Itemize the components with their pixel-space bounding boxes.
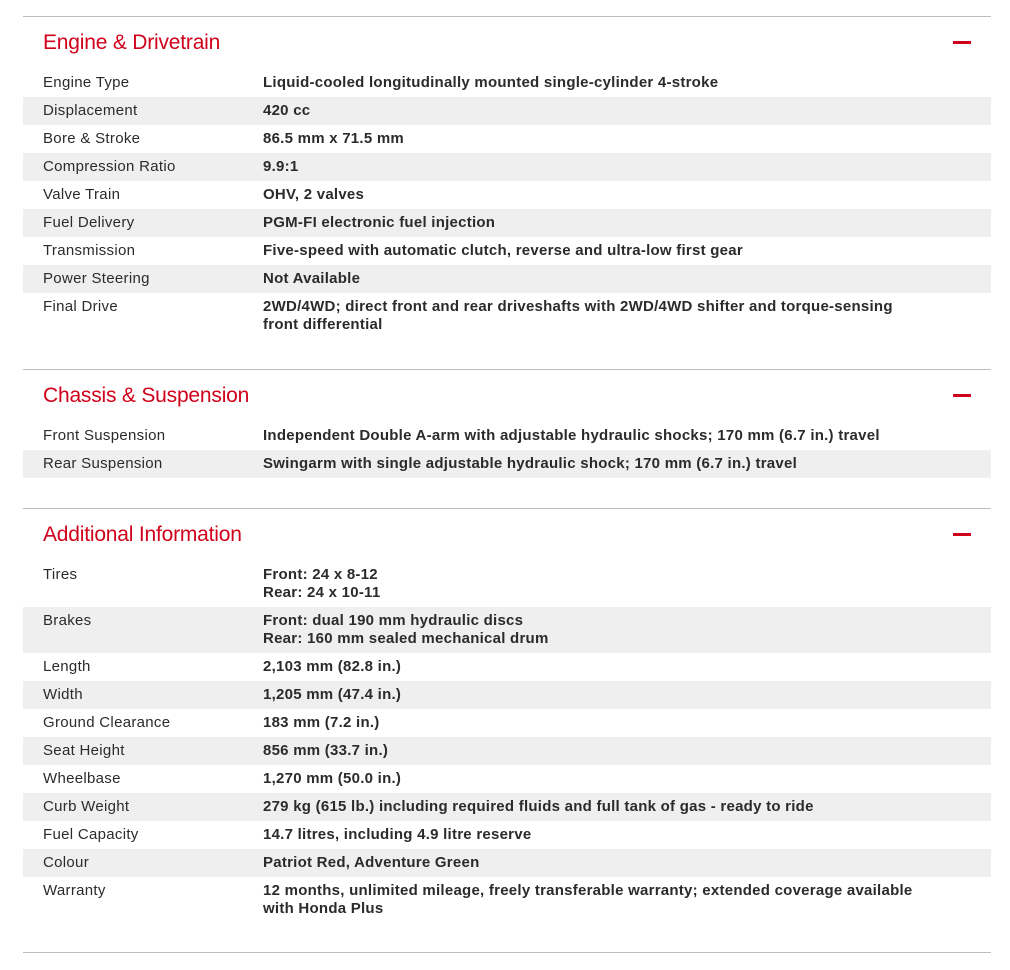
spec-value bbox=[263, 242, 991, 260]
collapse-button[interactable] bbox=[953, 386, 971, 406]
spec-value-line: Not Available bbox=[263, 270, 361, 287]
spec-table bbox=[23, 69, 991, 339]
section-additional-information bbox=[23, 508, 991, 923]
spec-value-line: 2WD/4WD; direct front and rear driveshafts with 2WD/4WD shifter and torque-sensing bbox=[263, 298, 893, 315]
spec-row bbox=[23, 125, 991, 153]
spec-value bbox=[263, 714, 991, 732]
spec-row bbox=[23, 181, 991, 209]
spec-label: Fuel Capacity bbox=[43, 826, 139, 843]
spec-row bbox=[23, 237, 991, 265]
spec-label: Colour bbox=[43, 854, 89, 871]
spec-value-line: Rear: 160 mm sealed mechanical drum bbox=[263, 630, 549, 647]
spec-label: Fuel Delivery bbox=[43, 214, 135, 231]
spec-value bbox=[263, 270, 991, 288]
spec-value-line: 2,103 mm (82.8 in.) bbox=[263, 658, 402, 675]
spec-value bbox=[263, 214, 991, 232]
spec-label: Width bbox=[43, 686, 83, 703]
spec-row bbox=[23, 877, 991, 923]
spec-value bbox=[263, 566, 991, 602]
spec-label: Engine Type bbox=[43, 74, 130, 91]
divider bbox=[23, 952, 991, 953]
collapse-button[interactable] bbox=[953, 525, 971, 545]
spec-value-line: Patriot Red, Adventure Green bbox=[263, 854, 480, 871]
spec-label: Front Suspension bbox=[43, 427, 166, 444]
spec-row bbox=[23, 561, 991, 607]
spec-value-line: Front: 24 x 8-12 bbox=[263, 566, 378, 583]
spec-value-line: Front: dual 190 mm hydraulic discs bbox=[263, 612, 524, 629]
spec-row bbox=[23, 681, 991, 709]
spec-label: Ground Clearance bbox=[43, 714, 171, 731]
section-header[interactable] bbox=[23, 509, 991, 561]
spec-row bbox=[23, 793, 991, 821]
spec-value-line: Liquid-cooled longitudinally mounted single-cylinder 4-stroke bbox=[263, 74, 719, 91]
spec-value-line: 1,270 mm (50.0 in.) bbox=[263, 770, 402, 787]
spec-value-line: 183 mm (7.2 in.) bbox=[263, 714, 380, 731]
spec-row bbox=[23, 607, 991, 653]
spec-value-line: 856 mm (33.7 in.) bbox=[263, 742, 389, 759]
section-title: Additional Information bbox=[43, 523, 242, 546]
spec-value-line: OHV, 2 valves bbox=[263, 186, 365, 203]
spec-row bbox=[23, 709, 991, 737]
section-title: Engine & Drivetrain bbox=[43, 31, 221, 54]
spec-label: Valve Train bbox=[43, 186, 121, 203]
spec-label: Seat Height bbox=[43, 742, 125, 759]
spec-value-line: 14.7 litres, including 4.9 litre reserve bbox=[263, 826, 532, 843]
spec-value bbox=[263, 427, 991, 445]
section-header[interactable] bbox=[23, 370, 991, 422]
spec-table bbox=[23, 561, 991, 923]
section-title: Chassis & Suspension bbox=[43, 384, 250, 407]
minus-icon bbox=[953, 394, 971, 397]
spec-label: Wheelbase bbox=[43, 770, 121, 787]
spec-value-line: Independent Double A-arm with adjustable hydraulic shocks; 170 mm (6.7 in.) travel bbox=[263, 427, 880, 444]
spec-table bbox=[23, 422, 991, 478]
spec-label: Displacement bbox=[43, 102, 138, 119]
spec-value bbox=[263, 130, 991, 148]
spec-value bbox=[263, 798, 991, 816]
section-header[interactable] bbox=[23, 17, 991, 69]
spec-label: Bore & Stroke bbox=[43, 130, 141, 147]
minus-icon bbox=[953, 533, 971, 536]
spec-value bbox=[263, 658, 991, 676]
spec-value bbox=[263, 74, 991, 92]
spec-value-line: front differential bbox=[263, 316, 383, 333]
collapse-button[interactable] bbox=[953, 33, 971, 53]
spec-value bbox=[263, 770, 991, 788]
spec-row bbox=[23, 821, 991, 849]
spec-label: Curb Weight bbox=[43, 798, 130, 815]
spec-label: Warranty bbox=[43, 882, 106, 899]
spec-value bbox=[263, 686, 991, 704]
spec-value-line: Swingarm with single adjustable hydraulic shock; 170 mm (6.7 in.) travel bbox=[263, 455, 797, 472]
spec-value-line: 279 kg (615 lb.) including required fluids and full tank of gas - ready to ride bbox=[263, 798, 814, 815]
spec-row bbox=[23, 422, 991, 450]
spec-row bbox=[23, 849, 991, 877]
spec-value-line: 9.9:1 bbox=[263, 158, 299, 175]
spec-value-line: 420 cc bbox=[263, 102, 311, 119]
spec-value bbox=[263, 455, 991, 473]
spec-value bbox=[263, 186, 991, 204]
spec-label: Brakes bbox=[43, 612, 92, 629]
section-chassis-suspension bbox=[23, 369, 991, 478]
spec-label: Compression Ratio bbox=[43, 158, 176, 175]
spec-row bbox=[23, 209, 991, 237]
spec-value-line: Five-speed with automatic clutch, reverse and ultra-low first gear bbox=[263, 242, 743, 259]
spec-value-line: with Honda Plus bbox=[263, 900, 384, 917]
spec-label: Transmission bbox=[43, 242, 136, 259]
spec-label: Rear Suspension bbox=[43, 455, 163, 472]
spec-label: Final Drive bbox=[43, 298, 118, 315]
spec-label: Length bbox=[43, 658, 91, 675]
spec-value-line: 1,205 mm (47.4 in.) bbox=[263, 686, 402, 703]
spec-value-line: Rear: 24 x 10-11 bbox=[263, 584, 381, 601]
spec-row bbox=[23, 69, 991, 97]
spec-row bbox=[23, 265, 991, 293]
spec-row bbox=[23, 293, 991, 339]
spec-value bbox=[263, 158, 991, 176]
spec-row bbox=[23, 765, 991, 793]
minus-icon bbox=[953, 41, 971, 44]
spec-value bbox=[263, 102, 991, 120]
spec-row bbox=[23, 97, 991, 125]
section-engine-drivetrain bbox=[23, 16, 991, 339]
spec-value bbox=[263, 298, 991, 334]
spec-row bbox=[23, 653, 991, 681]
spec-value bbox=[263, 882, 991, 918]
spec-value bbox=[263, 854, 991, 872]
spec-value-line: PGM-FI electronic fuel injection bbox=[263, 214, 496, 231]
spec-value bbox=[263, 742, 991, 760]
spec-value bbox=[263, 826, 991, 844]
spec-value-line: 12 months, unlimited mileage, freely transferable warranty; extended coverage available bbox=[263, 882, 913, 899]
spec-row bbox=[23, 737, 991, 765]
spec-row bbox=[23, 153, 991, 181]
spec-value-line: 86.5 mm x 71.5 mm bbox=[263, 130, 405, 147]
spec-label: Power Steering bbox=[43, 270, 150, 287]
spec-value bbox=[263, 612, 991, 648]
spec-label: Tires bbox=[43, 566, 78, 583]
spec-row bbox=[23, 450, 991, 478]
